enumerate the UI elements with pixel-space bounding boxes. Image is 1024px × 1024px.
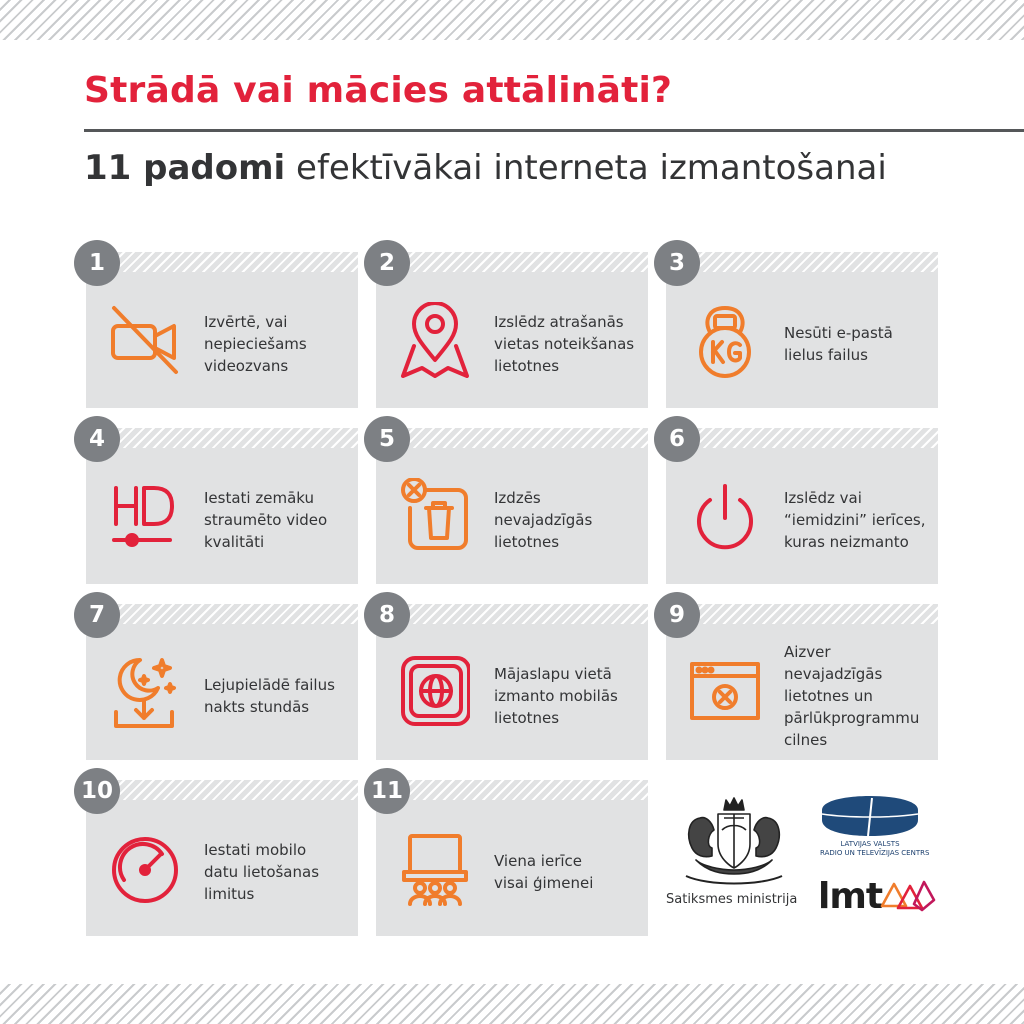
tip-card-3 <box>666 252 938 408</box>
night-download-icon <box>110 654 180 730</box>
card-hatch <box>376 252 648 272</box>
tip-card-4 <box>86 428 358 584</box>
bottom-stripe-band <box>0 984 1024 1024</box>
page-title: Strādā vai mācies attālināti? <box>84 70 673 111</box>
card-hatch <box>666 604 938 624</box>
tip-card-2 <box>376 252 648 408</box>
card-hatch <box>86 780 358 800</box>
card-hatch <box>376 604 648 624</box>
ministry-logo-caption: Satiksmes ministrija <box>666 892 798 907</box>
tip-text: Izvērtē, vai nepieciešams videozvans <box>204 313 307 375</box>
lvrtc-logo <box>818 794 922 838</box>
tip-text: Aizver nevajadzīgās lietotnes un pārlūkprogrammu cilnes <box>784 643 920 749</box>
delete-app-icon <box>400 478 470 554</box>
lmt-logo-text: lmt <box>818 876 883 917</box>
tip-number-badge: 6 <box>654 416 700 462</box>
card-hatch <box>86 428 358 448</box>
card-hatch <box>86 604 358 624</box>
tip-card-7 <box>86 604 358 760</box>
card-hatch <box>86 252 358 272</box>
tip-card-10 <box>80 778 358 936</box>
tip-number-badge: 10 <box>74 768 120 814</box>
tip-number-badge: 9 <box>654 592 700 638</box>
tip-text: Lejupielādē failus nakts stundās <box>204 676 335 716</box>
power-icon <box>690 478 760 554</box>
tip-card-8 <box>376 604 648 760</box>
tip-text: Iestati mobilo datu lietošanas limitus <box>204 841 320 903</box>
tip-card-5 <box>376 428 648 584</box>
tip-card-1 <box>86 252 358 408</box>
location-map-icon <box>400 302 470 378</box>
tip-text: Izslēdz vai “iemidzini” ierīces, kuras neizmanto <box>784 489 926 551</box>
tip-text: Mājaslapu vietā izmanto mobilās lietotnes <box>494 665 618 727</box>
tip-text: Nesūti e-pastā lielus failus <box>784 324 893 364</box>
close-browser-icon <box>690 654 760 730</box>
tip-text: Viena ierīce visai ģimenei <box>494 852 594 892</box>
tip-card-11 <box>370 778 648 936</box>
tip-text: Izslēdz atrašanās vietas noteikšanas lietotnes <box>494 313 635 375</box>
page-subtitle <box>84 148 887 188</box>
globe-app-icon <box>400 654 470 730</box>
title-divider <box>84 129 1024 132</box>
video-off-icon <box>110 302 180 378</box>
tip-number-badge: 2 <box>364 240 410 286</box>
card-hatch <box>376 780 648 800</box>
family-screen-icon <box>400 830 470 906</box>
lmt-logo-mark <box>878 876 938 916</box>
tip-number-badge: 5 <box>364 416 410 462</box>
tip-text: Izdzēs nevajadzīgās lietotnes <box>494 489 593 551</box>
tip-number-badge: 7 <box>74 592 120 638</box>
partner-logos <box>660 780 950 950</box>
subtitle-rest: efektīvākai interneta izmantošanai <box>285 148 887 188</box>
tip-card-6 <box>666 428 938 584</box>
tip-number-badge: 11 <box>364 768 410 814</box>
speedometer-icon <box>110 830 180 906</box>
tip-number-badge: 3 <box>654 240 700 286</box>
subtitle-bold: 11 padomi <box>84 148 286 188</box>
tip-number-badge: 4 <box>74 416 120 462</box>
card-hatch <box>376 428 648 448</box>
tip-text: Iestati zemāku straumēto video kvalitāti <box>204 489 328 551</box>
latvian-coat-of-arms-logo <box>678 794 790 886</box>
lvrtc-logo-caption: LATVIJAS VALSTS RADIO UN TELEVĪZIJAS CENTRS <box>820 840 930 857</box>
tip-number-badge: 1 <box>74 240 120 286</box>
hd-quality-icon <box>110 478 180 554</box>
top-stripe-band <box>0 0 1024 40</box>
tip-number-badge: 8 <box>364 592 410 638</box>
card-hatch <box>666 428 938 448</box>
kettlebell-kg-icon <box>690 302 760 378</box>
card-hatch <box>666 252 938 272</box>
tip-card-9 <box>666 604 938 760</box>
